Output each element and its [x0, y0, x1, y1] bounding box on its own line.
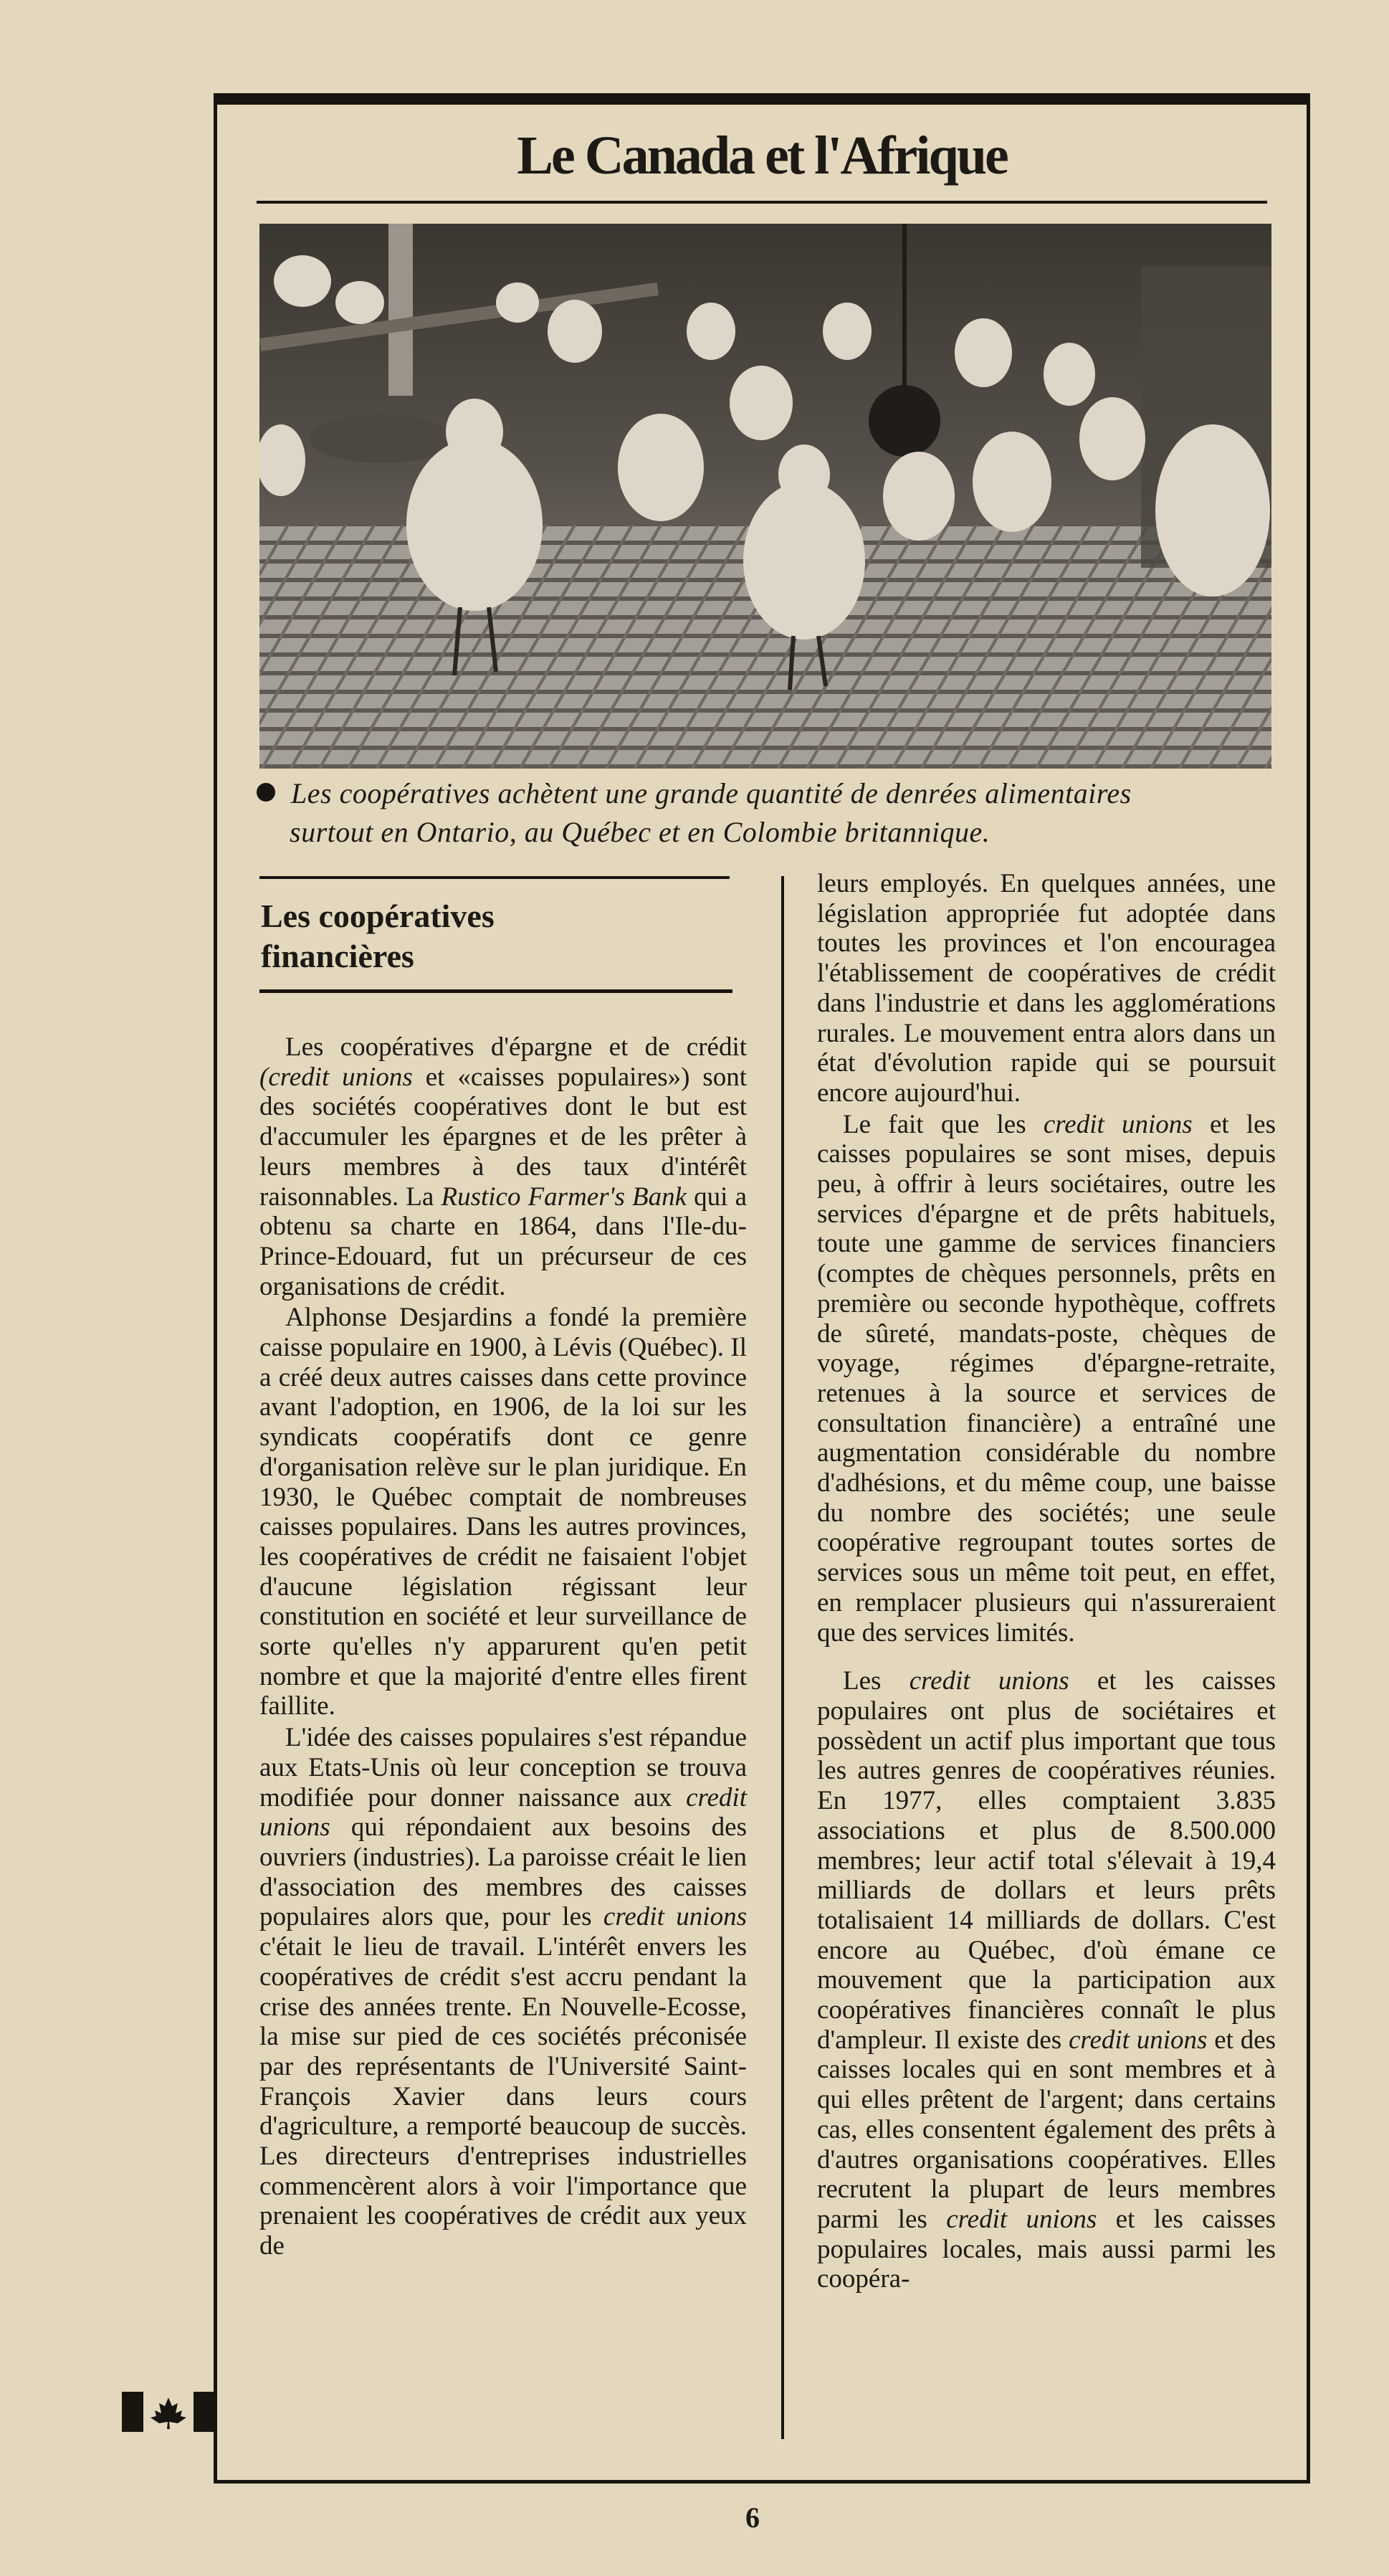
right-paragraph-2	[817, 1110, 1276, 1648]
text-run: L'idée des caisses populaires s'est répandue aux Etats-Unis où leur conception se trouva modifiée pour donner naissance aux	[259, 1723, 747, 1812]
text-run: qui répondaient aux besoins des ouvriers (industries). La paroisse créait le lien d'association des membres des caisses populaires alors que, pour les	[259, 1812, 747, 1932]
text-run: c'était le lieu de travail. L'intérêt envers les coopératives de crédit s'est accru pendant la crise des années trente. En Nouvelle-Ecosse, la mise sur pied de ces sociétés préconisée par des représentants de l'Université Saint-François Xavier dans leurs cours d'agriculture, a remporté beaucoup de succès. Les directeurs d'entreprises industrielles commencèrent alors à voir l'importance que prenaient les coopératives de crédit aux yeux de	[259, 1932, 747, 2261]
text-run: Les	[843, 1666, 910, 1696]
right-paragraph-3	[817, 1666, 1276, 2294]
italic-term: Rustico Farmer's Bank	[441, 1182, 687, 1212]
section-heading	[261, 896, 727, 976]
caption-line-2: surtout en Ontario, au Québec et en Colombie britannique.	[290, 816, 991, 848]
left-paragraph-2: Alphonse Desjardins a fondé la première caisse populaire en 1900, à Lévis (Québec). Il a créé deux autres caisses dans cette province avant l'adoption, en 1906, de la loi sur les syndicats coopératifs dont ce genre d'organisation relève sur le plan juridique. En 1930, le Québec comptait de nombreuses caisses populaires. Dans les autres provinces, les coopératives de crédit ne faisaient l'objet d'aucune législation régissant leur constitution en société et leur surveillance de sorte qu'elles n'y apparurent qu'en petit nombre et que la majorité d'entre elles firent faillite.	[259, 1303, 747, 1721]
canada-flag-graphic	[122, 2392, 215, 2432]
canada-flag-icon	[122, 2392, 215, 2432]
section-rule-bottom	[259, 989, 732, 993]
section-rule-top	[259, 876, 730, 879]
section-heading-line-2: financières	[261, 938, 414, 974]
left-paragraph-3	[259, 1723, 747, 2261]
caption-line-1: Les coopératives achètent une grande quantité de denrées alimentaires	[291, 777, 1132, 809]
italic-term: credit unions	[259, 1782, 747, 1843]
photo-caption	[257, 774, 1274, 852]
italic-term: credit unions	[1043, 1109, 1193, 1139]
right-column	[817, 869, 1276, 2294]
italic-term: credit unions	[946, 2204, 1097, 2234]
text-run: et les caisses populaires se sont mises, depuis peu, à offrir à leurs sociétaires, outre les services d'épargne et de prêts habituels, toute une gamme de services financiers (comptes de chèques personnels, prêts en première ou seconde hypothèque, coffrets de sûreté, mandats-poste, chèques de voyage, régimes d'épargne-retraite, retenues à la source et services de consultation financière) a entraîné une augmentation considérable du nombre d'adhésions, et du même coup, une baisse du nombre des sociétés; une seule coopérative regroupant toutes sortes de services sous un même toit peut, en effet, en remplacer plusieurs qui n'assureraient que des services limités.	[817, 1109, 1276, 1648]
left-paragraph-1	[259, 1032, 747, 1301]
column-divider	[781, 876, 784, 2439]
italic-term: credit unions	[1069, 2025, 1208, 2055]
italic-term: credit unions	[909, 1666, 1069, 1696]
text-run: Le fait que les	[843, 1109, 1044, 1139]
section-heading-line-1: Les coopératives	[261, 898, 495, 934]
chicken-photo-illustration	[259, 224, 1271, 769]
title-rule	[257, 201, 1267, 204]
text-run: et «caisses populaires») sont des sociétés coopératives dont le but est d'accumuler les épargnes et de les prêter à leurs membres à des taux d'intérêt raisonnables. La	[259, 1062, 747, 1212]
text-run: Les coopératives d'épargne et de crédit	[285, 1032, 747, 1062]
page-number: 6	[745, 2501, 760, 2534]
top-bar	[214, 93, 1310, 105]
bullet-icon	[257, 783, 275, 802]
italic-term: (credit unions	[259, 1062, 413, 1092]
text-run: et des caisses locales qui en sont membres et à qui elles prêtent de l'argent; dans certains cas, elles consentent également des prêts à d'autres organisations coopératives. Elles recrutent la plupart de leurs membres parmi les	[817, 2025, 1276, 2234]
page-title: Le Canada et l'Afrique	[517, 125, 1007, 186]
italic-term: credit unions	[603, 1902, 747, 1932]
text-run: et les caisses populaires ont plus de sociétaires et possèdent un actif plus important que tous les autres genres de coopératives réunies. En 1977, elles comptaient 3.835 associations et plus de 8.500.000 membres; leur actif total s'élevait à 19,4 milliards de dollars et leurs prêts totalisaient 14 milliards de dollars. C'est encore au Québec, d'où émane ce mouvement que la participation aux coopératives financières connaît le plus d'ampleur. Il existe des	[817, 1666, 1276, 2055]
right-paragraph-1: leurs employés. En quelques années, une législation appropriée fut adoptée dans toutes les provinces et l'on encouragea l'établissement de coopératives de crédit dans l'industrie et dans les agglomérations rurales. Le mouvement entra alors dans un état d'évolution rapide qui se poursuit encore aujourd'hui.	[817, 869, 1276, 1108]
text-run: et les caisses populaires locales, mais aussi parmi les coopéra-	[817, 2204, 1276, 2294]
text-run: qui a obtenu sa charte en 1864, dans l'Ile-du-Prince-Edouard, fut un précurseur de ces organisations de crédit.	[259, 1182, 747, 1301]
chicken-photo	[259, 224, 1271, 769]
left-column	[259, 1032, 747, 2261]
